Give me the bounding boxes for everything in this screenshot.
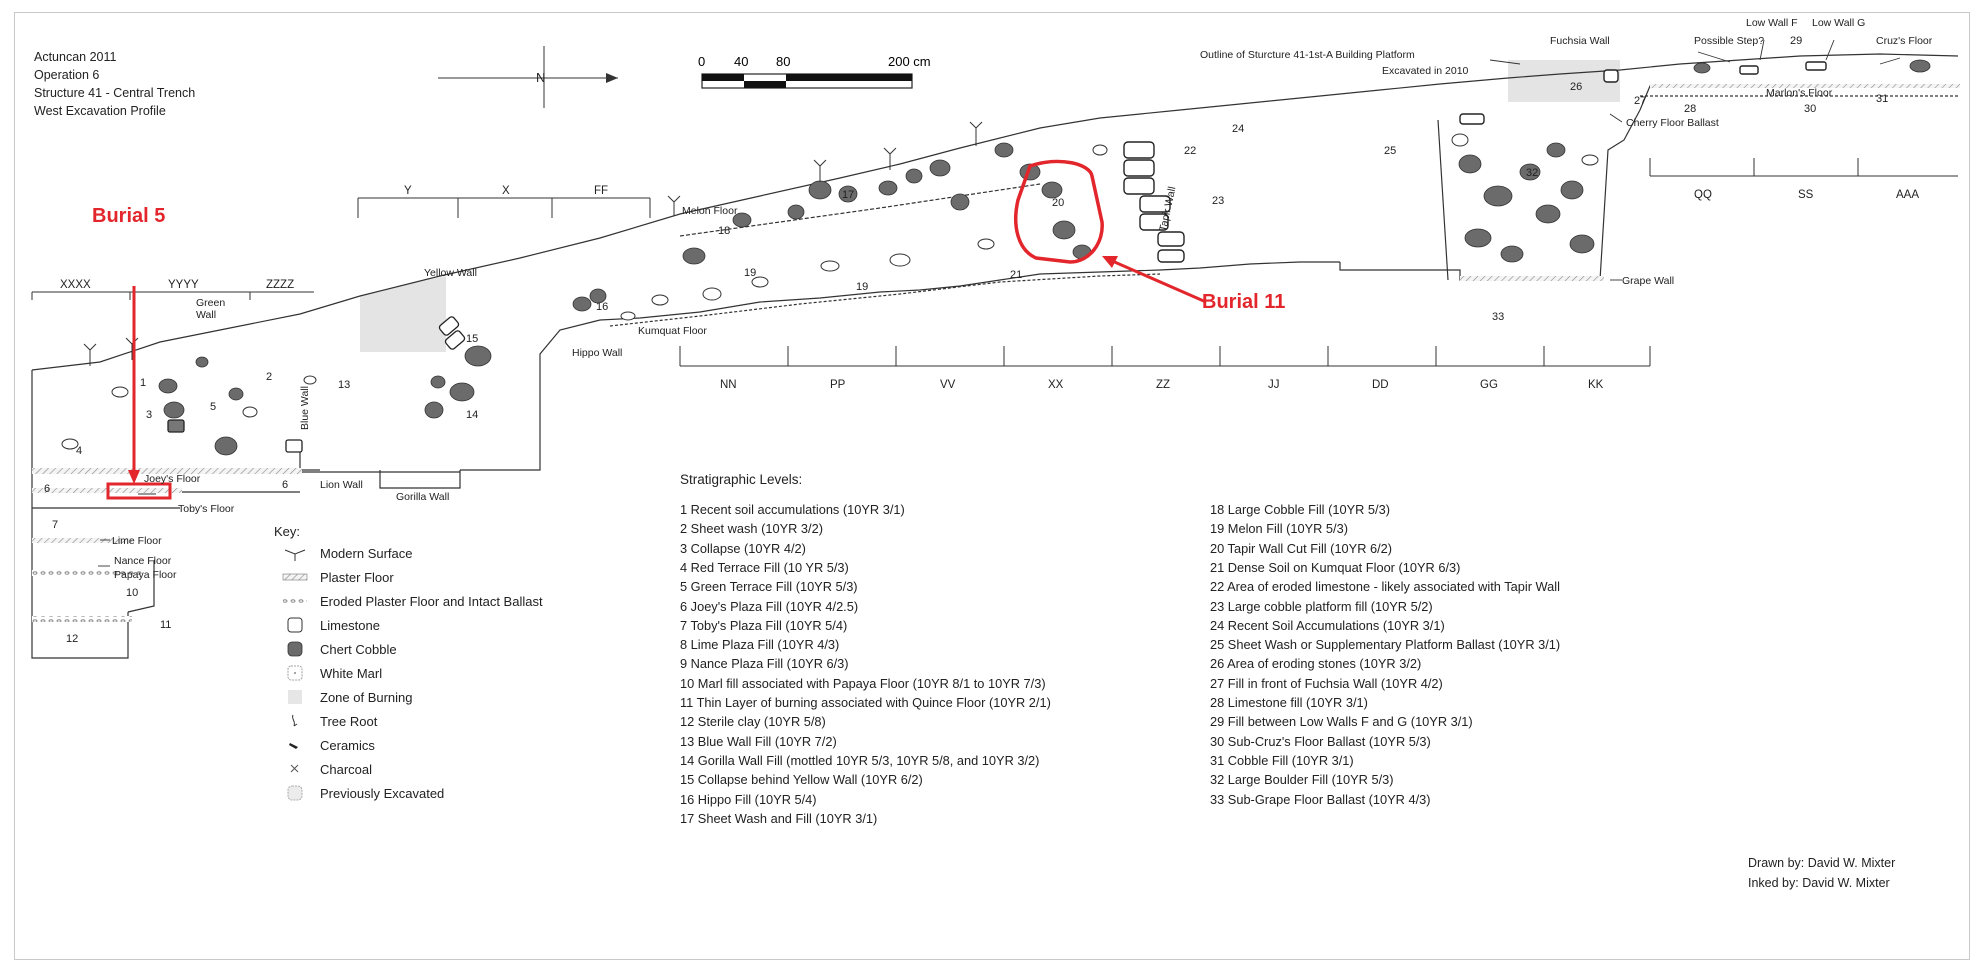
stratigraphy-item-col1-1: 1 Recent soil accumulations (10YR 3/1): [680, 502, 905, 517]
key-row-previously-excavated: [282, 782, 444, 804]
surface-icon: [282, 544, 308, 562]
level-6-west: 6: [44, 483, 51, 495]
label-low-wall-f: Low Wall F: [1746, 17, 1798, 29]
stratigraphy-item-col1-12: 12 Sterile clay (10YR 5/8): [680, 714, 826, 730]
unit-ss: SS: [1798, 189, 1814, 201]
stratigraphy-item-col2-11: 28 Limestone fill (10YR 3/1): [1210, 695, 1368, 710]
title-line-3: Structure 41 - Central Trench: [34, 86, 196, 100]
stratigraphy-item-col2-8: 25 Sheet Wash or Supplementary Platform Ballast (10YR 3/1): [1210, 637, 1561, 653]
title-line-2: Operation 6: [34, 68, 100, 82]
plaster-floor-grape: [1460, 276, 1604, 281]
level-20: 20: [1052, 197, 1065, 209]
unit-grid-west: [32, 292, 314, 300]
key-row-chert-cobble: [282, 638, 397, 660]
level-16: 16: [596, 301, 609, 313]
north-arrow: [438, 46, 618, 108]
label-yellow-wall: Yellow Wall: [424, 267, 477, 279]
label-blue-wall: Blue Wall: [299, 386, 311, 430]
key-row-ceramics: [282, 734, 375, 756]
burial-11-leader: [1110, 260, 1206, 302]
level-7: 7: [52, 519, 59, 531]
modern-surface-markers: [84, 122, 982, 366]
stratigraphy-item-col1-5: 5 Green Terrace Fill (10YR 5/3): [680, 579, 858, 595]
level-28: 28: [1684, 103, 1697, 115]
label-tapir-wall: Tapir Wall: [1157, 185, 1179, 233]
level-5: 5: [210, 401, 217, 413]
unit-x: X: [502, 185, 510, 197]
burial-11-label: Burial 11: [1202, 291, 1286, 313]
key-row-limestone: [282, 614, 380, 636]
unit-jj: JJ: [1268, 379, 1280, 391]
key-title: Key:: [274, 524, 301, 539]
stratigraphy-item-col1-3: 3 Collapse (10YR 4/2): [680, 540, 806, 556]
unit-grid-upper: [358, 198, 650, 218]
level-2: 2: [266, 371, 273, 383]
previously-excavated-west: [360, 276, 446, 352]
stratigraphy-item-col2-16: 33 Sub-Grape Floor Ballast (10YR 4/3): [1210, 791, 1431, 807]
unit-nn: NN: [720, 379, 737, 391]
label-low-wall-g: Low Wall G: [1812, 17, 1866, 29]
level-1: 1: [140, 377, 147, 389]
level-6-east: 6: [282, 479, 289, 491]
burial-5-label: Burial 5: [92, 205, 166, 227]
marl-icon: [282, 664, 308, 682]
label-cherry-floor-ballast: Cherry Floor Ballast: [1626, 117, 1719, 129]
previously-excavated-east: [1508, 60, 1620, 102]
stratigraphy-item-col1-11: 11 Thin Layer of burning associated with Quince Floor (10YR 2/1): [680, 695, 1051, 710]
stratigraphy-item-col2-7: 24 Recent Soil Accumulations (10YR 3/1): [1210, 617, 1445, 633]
label-outline-note-1: Outline of Sturcture 41-1st-A Building Platform: [1200, 49, 1415, 61]
label-outline-note-2: Excavated in 2010: [1382, 65, 1469, 77]
unit-zz: ZZ: [1156, 379, 1171, 391]
label-papaya-floor: Papaya Floor: [114, 569, 177, 581]
limestone-icon: [282, 616, 308, 634]
stratigraphy-item-col1-15: 15 Collapse behind Yellow Wall (10YR 6/2): [680, 772, 923, 788]
level-12: 12: [66, 633, 79, 645]
burning-icon: [282, 688, 308, 706]
scale-label-80: 80: [776, 54, 791, 69]
level-31: 31: [1876, 93, 1889, 105]
label-kumquat-floor: Kumquat Floor: [638, 325, 707, 337]
chert-icon: [282, 640, 308, 658]
credit-drawn-by: Drawn by: David W. Mixter: [1748, 856, 1896, 870]
burial-5-arrowhead: [128, 470, 140, 484]
level-18: 18: [718, 225, 731, 237]
label-cruz-floor: Cruz's Floor: [1876, 35, 1933, 47]
title-line-4: West Excavation Profile: [34, 104, 166, 118]
root-icon: [282, 712, 308, 730]
key-label-zone-of-burning: Zone of Burning: [320, 689, 413, 705]
key-label-tree-root: Tree Root: [320, 713, 378, 729]
excavated-icon: [282, 784, 308, 802]
label-joeys-floor: Joey's Floor: [144, 473, 201, 485]
label-possible-step: Possible Step?: [1694, 35, 1765, 47]
stratigraphy-item-col2-9: 26 Area of eroding stones (10YR 3/2): [1210, 656, 1422, 672]
title-line-1: Actuncan 2011: [34, 50, 117, 64]
label-nance-floor: Nance Floor: [114, 555, 172, 567]
unit-grid-central: [680, 346, 1650, 366]
level-15: 15: [466, 333, 479, 345]
stratigraphy-item-col2-13: 30 Sub-Cruz's Floor Ballast (10YR 5/3): [1210, 733, 1431, 749]
scale-bar: [698, 54, 931, 88]
stratigraphy-item-col2-6: 23 Large cobble platform fill (10YR 5/2): [1210, 598, 1433, 614]
stratigraphy-item-col1-6: 6 Joey's Plaza Fill (10YR 4/2.5): [680, 598, 859, 614]
label-hippo-wall: Hippo Wall: [572, 347, 623, 359]
unit-grid-east: [1650, 158, 1958, 176]
eroded-floor-icon: [282, 592, 308, 610]
stratigraphy-item-col1-10: 10 Marl fill associated with Papaya Floor (10YR 8/1 to 10YR 7/3): [680, 675, 1046, 691]
unit-xxxx: XXXX: [60, 279, 91, 291]
key-label-chert-cobble: Chert Cobble: [320, 641, 397, 657]
key-label-limestone: Limestone: [320, 617, 380, 633]
key-label-previously-excavated: Previously Excavated: [320, 785, 445, 801]
unit-xx: XX: [1048, 379, 1064, 391]
unit-y: Y: [404, 185, 412, 197]
stratigraphy-item-col2-5: 22 Area of eroded limestone - likely associated with Tapir Wall: [1210, 579, 1560, 595]
key-row-white-marl: [282, 662, 382, 684]
level-33: 33: [1492, 311, 1505, 323]
unit-yyyy: YYYY: [168, 279, 199, 291]
stratigraphy-item-col2-2: 19 Melon Fill (10YR 5/3): [1210, 521, 1348, 537]
unit-ff: FF: [594, 185, 609, 197]
level-19-b: 19: [856, 281, 869, 293]
stratigraphy-item-col2-4: 21 Dense Soil on Kumquat Floor (10YR 6/3): [1210, 559, 1461, 575]
key-label-ceramics: Ceramics: [320, 737, 375, 753]
label-grape-wall: Grape Wall: [1622, 275, 1675, 287]
key-row-eroded-floor: [282, 590, 543, 612]
key-row-modern-surface: [282, 542, 413, 564]
stratigraphy-item-col1-8: 8 Lime Plaza Fill (10YR 4/3): [680, 637, 840, 653]
level-11: 11: [160, 619, 172, 631]
label-melon-floor: Melon Floor: [682, 205, 738, 217]
level-23: 23: [1212, 195, 1225, 207]
key-label-white-marl: White Marl: [320, 665, 383, 681]
scale-label-200: 200 cm: [888, 54, 931, 69]
key-row-charcoal: [282, 758, 372, 780]
unit-qq: QQ: [1694, 189, 1712, 201]
stratigraphy-item-col1-14: 14 Gorilla Wall Fill (mottled 10YR 5/3, 10YR 5/8, and 10YR 3/2): [680, 752, 1040, 768]
stratigraphy-item-col2-14: 31 Cobble Fill (10YR 3/1): [1210, 752, 1354, 768]
ballast-base: [32, 616, 132, 622]
level-24: 24: [1232, 123, 1245, 135]
label-lion-wall: Lion Wall: [320, 479, 363, 491]
scale-label-0: 0: [698, 54, 706, 69]
key-label-plaster-floor: Plaster Floor: [320, 569, 394, 585]
ceramics-icon: [282, 736, 308, 754]
stratigraphy-item-col1-4: 4 Red Terrace Fill (10 YR 5/3): [680, 559, 849, 575]
level-3: 3: [146, 409, 153, 421]
level-29: 29: [1790, 35, 1803, 47]
stratigraphy-item-col1-7: 7 Toby's Plaza Fill (10YR 5/4): [680, 617, 848, 633]
level-22: 22: [1184, 145, 1197, 157]
label-green-wall: Green Wall: [196, 297, 226, 321]
level-27: 27: [1634, 95, 1647, 107]
stratigraphy-item-col2-15: 32 Large Boulder Fill (10YR 5/3): [1210, 772, 1394, 788]
stratigraphy-item-col2-3: 20 Tapir Wall Cut Fill (10YR 6/2): [1210, 540, 1393, 556]
stratigraphy-item-col1-16: 16 Hippo Fill (10YR 5/4): [680, 791, 817, 807]
level-25: 25: [1384, 145, 1397, 157]
label-gorilla-wall: Gorilla Wall: [396, 491, 450, 503]
level-13: 13: [338, 379, 351, 391]
stratigraphy-item-col2-1: 18 Large Cobble Fill (10YR 5/3): [1210, 502, 1390, 517]
stratigraphy-title: Stratigraphic Levels:: [680, 472, 803, 487]
stratigraphy-item-col1-13: 13 Blue Wall Fill (10YR 7/2): [680, 733, 837, 749]
level-14: 14: [466, 409, 479, 421]
level-19-a: 19: [744, 267, 757, 279]
credit-inked-by: Inked by: David W. Mixter: [1748, 876, 1890, 890]
level-4: 4: [76, 445, 83, 457]
key-row-tree-root: [282, 710, 377, 732]
key-label-modern-surface: Modern Surface: [320, 545, 413, 561]
level-17: 17: [842, 189, 855, 201]
stratigraphy-item-col1-17: 17 Sheet Wash and Fill (10YR 3/1): [680, 810, 878, 826]
level-10: 10: [126, 587, 139, 599]
charcoal-icon: [282, 760, 308, 778]
level-26: 26: [1570, 81, 1583, 93]
unit-aaa: AAA: [1896, 189, 1920, 201]
unit-zzzz: ZZZZ: [266, 279, 295, 291]
stratigraphy-item-col1-9: 9 Nance Plaza Fill (10YR 6/3): [680, 656, 849, 672]
unit-vv: VV: [940, 379, 956, 391]
unit-pp: PP: [830, 379, 846, 391]
label-fuchsia-wall: Fuchsia Wall: [1550, 35, 1610, 47]
level-21: 21: [1010, 269, 1023, 281]
label-marlon-floor: Marlon's Floor: [1766, 87, 1833, 99]
key-label-eroded-floor: Eroded Plaster Floor and Intact Ballast: [320, 593, 543, 609]
level-30: 30: [1804, 103, 1817, 115]
unit-dd: DD: [1372, 379, 1389, 391]
level-32: 32: [1526, 167, 1539, 179]
key-row-plaster-floor: [282, 566, 394, 588]
label-tobys-floor: Toby's Floor: [178, 503, 235, 515]
label-lime-floor: Lime Floor: [112, 535, 162, 547]
stratigraphy-item-col2-10: 27 Fill in front of Fuchsia Wall (10YR 4/2): [1210, 675, 1443, 691]
unit-kk: KK: [1588, 379, 1604, 391]
stratigraphy-item-col1-2: 2 Sheet wash (10YR 3/2): [680, 521, 823, 537]
key-label-charcoal: Charcoal: [320, 761, 373, 777]
key-row-zone-of-burning: [282, 686, 413, 708]
north-label: N: [536, 70, 546, 85]
unit-gg: GG: [1480, 379, 1498, 391]
plaster-floor-icon: [282, 568, 308, 586]
stratigraphy-item-col2-12: 29 Fill between Low Walls F and G (10YR 3/1): [1210, 714, 1473, 730]
scale-label-40: 40: [734, 54, 749, 69]
